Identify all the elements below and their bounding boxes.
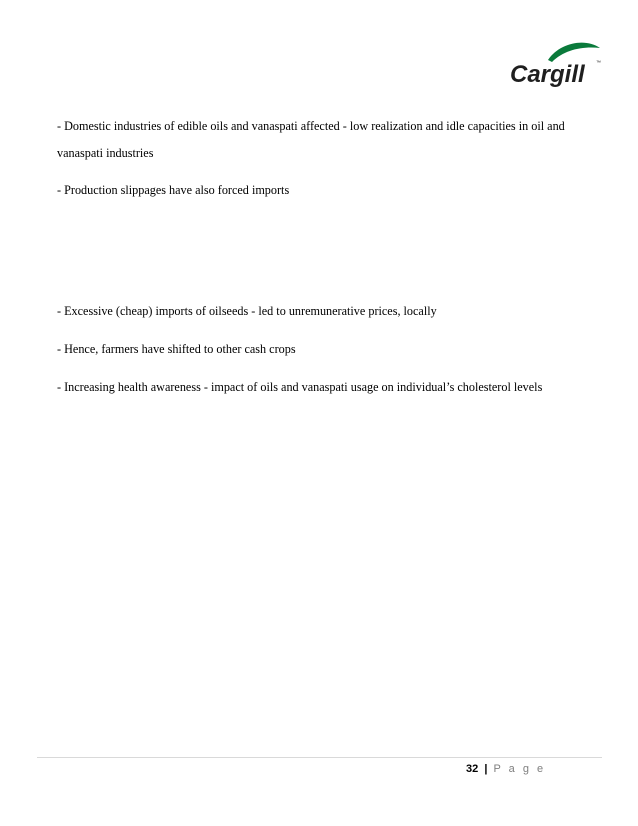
bullet-domestic-industries-continued: vanaspati industries xyxy=(57,146,154,160)
cargill-wordmark: Cargill xyxy=(510,61,585,88)
trademark-mark: ™ xyxy=(596,60,601,66)
cargill-logo xyxy=(508,40,604,88)
bullet-domestic-industries: - Domestic industries of edible oils and vanaspati affected - low realization and idle capacities in oil and xyxy=(57,119,565,133)
bullet-excessive-imports: - Excessive (cheap) imports of oilseeds - led to unremunerative prices, locally xyxy=(57,304,437,318)
bullet-production-slippages: - Production slippages have also forced imports xyxy=(57,183,290,197)
bullet-farmers-shifted: - Hence, farmers have shifted to other cash crops xyxy=(57,342,296,356)
cargill-leaf-icon xyxy=(548,43,600,62)
footer-divider xyxy=(37,757,602,758)
page-label: P a g e xyxy=(493,763,546,775)
page-number: 32 xyxy=(466,763,479,775)
bullet-health-awareness: - Increasing health awareness - impact of oils and vanaspati usage on individual’s cholesterol levels xyxy=(57,380,543,394)
footer-separator: | xyxy=(484,763,488,775)
page-footer xyxy=(466,762,546,776)
